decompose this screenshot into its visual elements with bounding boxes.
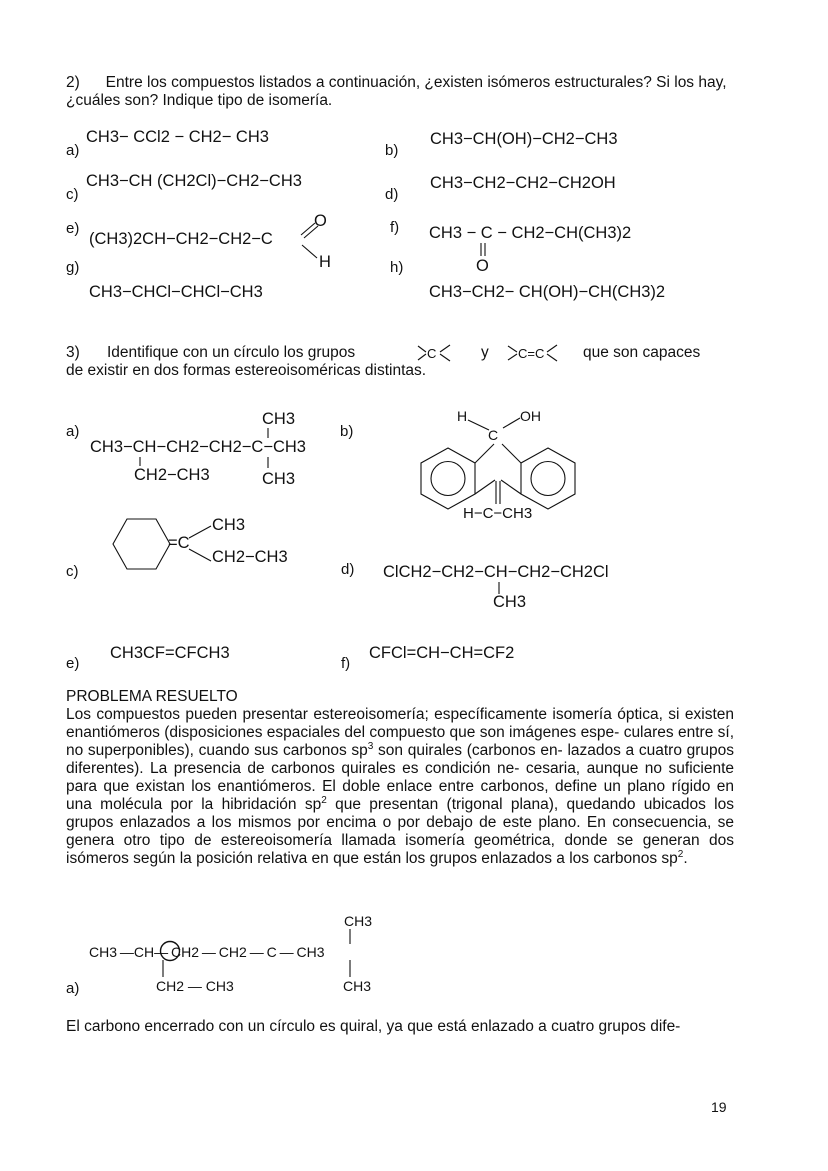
- resolved-superscript-2: 2: [321, 794, 327, 806]
- q3-c-cyclohexane: [113, 519, 211, 569]
- resolved-example-bottom: CH3: [343, 978, 372, 994]
- q2-formula-f: CH3 − C − CH2−CH(CH3)2: [429, 224, 632, 242]
- q3-c-top: CH3: [212, 516, 246, 534]
- q3-formula-f: CFCl=CH−CH=CF2: [369, 644, 515, 662]
- q2-label-c: c): [66, 186, 79, 203]
- resolved-title: PROBLEMA RESUELTO: [66, 688, 238, 705]
- q3-d-main: ClCH2−CH2−CH−CH2−CH2Cl: [383, 563, 609, 581]
- q2-formula-e: (CH3)2CH−CH2−CH2−C: [89, 230, 273, 248]
- q3-label-e: e): [66, 655, 80, 672]
- q3-b-ring-system: [421, 418, 575, 509]
- q2-text: Entre los compuestos listados a continuación, ¿existen isómeros estructurales? Si los hay, ¿cuáles son? Indique tipo de isomería.: [66, 74, 727, 109]
- q3-number: 3): [66, 344, 80, 361]
- resolved-line-1: Los compuestos pueden presentar estereoisomería; específicamente isomería óptica, si: [66, 706, 680, 723]
- q3-y: y: [481, 344, 489, 361]
- q3-a-bottom: CH3: [262, 470, 296, 488]
- q3-c-c: =C: [168, 534, 190, 552]
- resolved-line-2: existen enantiómeros (disposiciones espaciales del compuesto que son imágenes espe-: [66, 706, 734, 741]
- q3-b-c: C: [488, 427, 499, 443]
- q2-label-g: g): [66, 259, 80, 276]
- resolved-example-label: a): [66, 980, 80, 997]
- q2-formula-c: CH3−CH (CH2Cl)−CH2−CH3: [86, 172, 302, 190]
- resolved-superscript-1: 3: [367, 740, 374, 752]
- q2-label-f: f): [390, 219, 400, 236]
- q2-label-a: a): [66, 142, 80, 159]
- q3-text-before: Identifique con un círculo los grupos: [107, 344, 356, 361]
- resolved-line-10: están los grupos enlazados a los carbonos sp: [363, 850, 678, 867]
- resolved-line-7: (trigonal plana), quedando ubicados los grupos enlazados a los mismos por encima o por: [66, 796, 734, 831]
- resolved-line-4: lazados a cuatro grupos diferentes). La presencia de carbonos quirales es condición ne-: [66, 742, 735, 777]
- q3-text-after: que son capaces: [583, 344, 701, 361]
- q2-label-e: e): [66, 220, 80, 237]
- resolved-line-3b: son quirales (carbonos en-: [373, 742, 563, 759]
- resolved-line-9: isomería geométrica, donde se generan dos isómeros según la posición relativa en que: [66, 832, 734, 867]
- q2-e-aldehyde-bonds: [301, 223, 318, 258]
- page-number: 19: [711, 1099, 727, 1115]
- q3-label-f: f): [341, 655, 351, 672]
- resolved-line-3: culares entre sí, no superponibles), cuando sus carbonos sp: [66, 724, 735, 759]
- resolved-example-bonds: [161, 929, 351, 977]
- resolved-example-main: CH3 —CH— CH2 — CH2 — C — CH3: [89, 944, 325, 960]
- resolved-line-5: cesaria, aunque no suficiente para que existan los enantiómeros. El doble enlace entre: [66, 760, 734, 795]
- resolved-example-branch: CH2 — CH3: [156, 978, 234, 994]
- q3-group2: C=C: [518, 346, 545, 361]
- resolved-line-6: carbonos, define un plano rígido en una molécula por la hibridación sp: [66, 778, 735, 813]
- q3-b-bottom: H−C−CH3: [463, 505, 533, 522]
- q3-group1: C: [427, 346, 437, 361]
- q3-group2-icon: [508, 345, 557, 361]
- q3-label-d: d): [341, 561, 355, 578]
- resolved-final-line: El carbono encerrado con un círculo es quiral, ya que está enlazado a cuatro grupos dife-: [66, 1018, 681, 1035]
- q3-a-bonds: [140, 428, 268, 468]
- q2-f-oxygen: O: [476, 257, 489, 275]
- q2-formula-a: CH3− CCl2 − CH2− CH3: [86, 128, 269, 146]
- q3-label-a: a): [66, 423, 80, 440]
- q2-label-h: h): [390, 259, 404, 276]
- q3-group1-icon: [418, 345, 450, 361]
- q2-e-oxygen: O: [314, 212, 327, 230]
- q3-a-branch: CH2−CH3: [134, 466, 210, 484]
- q3-c-bottom: CH2−CH3: [212, 548, 288, 566]
- q2-e-hydrogen: H: [319, 253, 331, 271]
- resolved-example-top: CH3: [344, 913, 373, 929]
- q3-d-branch: CH3: [493, 593, 527, 611]
- resolved-line-6b: que presentan: [326, 796, 439, 813]
- q2-formula-h: CH3−CH2− CH(OH)−CH(CH3)2: [429, 283, 666, 301]
- q3-label-b: b): [340, 423, 354, 440]
- q2-formula-d: CH3−CH2−CH2−CH2OH: [430, 174, 616, 192]
- resolved-line-8: debajo de este plano. En consecuencia, se genera otro tipo de estereoisomería llamada: [66, 814, 735, 849]
- resolved-line-10b: .: [683, 850, 688, 867]
- q3-b-h: H: [457, 408, 468, 424]
- q2-number: 2): [66, 74, 80, 91]
- q3-label-c: c): [66, 563, 79, 580]
- q2-label-d: d): [385, 186, 399, 203]
- q2-f-carbonyl-bonds: [481, 243, 485, 256]
- resolved-superscript-3: 2: [677, 848, 684, 860]
- q2-label-b: b): [385, 142, 399, 159]
- q3-a-main: CH3−CH−CH2−CH2−C−CH3: [90, 438, 306, 456]
- q2-formula-b: CH3−CH(OH)−CH2−CH3: [430, 130, 618, 148]
- q3-text-line2: de existir en dos formas estereoisoméricas distintas.: [66, 362, 427, 379]
- q3-a-top: CH3: [262, 410, 296, 428]
- q2-formula-g: CH3−CHCl−CHCl−CH3: [89, 283, 263, 301]
- q3-formula-e: CH3CF=CFCH3: [110, 644, 230, 662]
- q3-b-oh: OH: [520, 408, 541, 424]
